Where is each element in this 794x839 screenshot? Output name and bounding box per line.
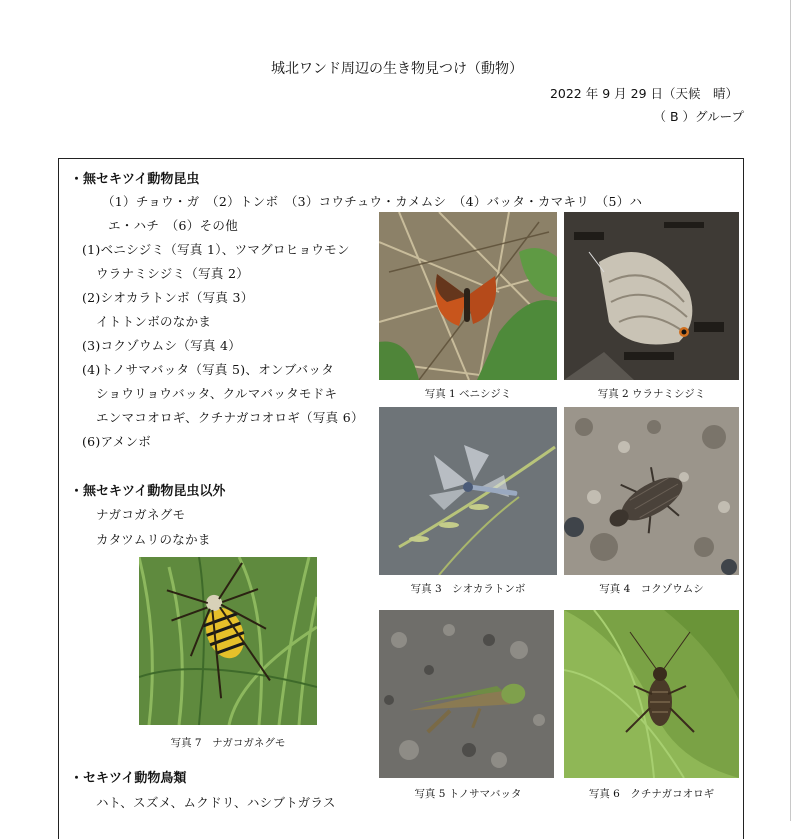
weevil-photo (564, 407, 739, 575)
photo-caption-7: 写真 7 ナガコガネグモ (170, 737, 286, 749)
photo-caption-4: 写真 4 コクゾウムシ (599, 583, 704, 595)
insect-list-item: エンマコオロギ、クチナガコオロギ（写真 6） (96, 410, 364, 425)
section-heading-birds: ・セキツイ動物鳥類 (70, 771, 187, 786)
non-insect-list-item: ナガコガネグモ (96, 507, 186, 522)
insect-list-item: (2)シオカラトンボ（写真 3） (82, 290, 254, 305)
photo-caption-6: 写真 6 クチナガコオロギ (588, 788, 715, 800)
photo-caption-5: 写真 5 トノサマバッタ (414, 788, 522, 800)
photo-caption-1: 写真 1 ベニシジミ (424, 388, 512, 400)
photo-caption-3: 写真 3 シオカラトンボ (410, 583, 526, 595)
butterfly-orange-photo (379, 212, 557, 380)
insect-list-item: (1)ベニシジミ（写真 1）、ツマグロヒョウモン (82, 242, 350, 257)
photo-caption-2: 写真 2 ウラナミシジミ (597, 388, 706, 400)
insect-categories-line-2: エ・ハチ （6）その他 (108, 218, 239, 233)
insect-list-item: (6)アメンボ (82, 434, 152, 449)
section-heading-non-insects: ・無セキツイ動物昆虫以外 (70, 484, 226, 499)
insect-list-item: ウラナミシジミ（写真 2） (96, 266, 250, 281)
group-label: （ B ）グループ (653, 109, 744, 124)
insect-list-item: (4)トノサマバッタ（写真 5)、オンブバッタ (82, 362, 335, 377)
butterfly-grey-photo (564, 212, 739, 380)
grasshopper-photo (379, 610, 554, 778)
insect-categories-line-1: （1）チョウ・ガ （2）トンボ （3）コウチュウ・カメムシ （4）バッタ・カマキリ （5）ハ (102, 194, 643, 209)
insect-list-item: イトトンボのなかま (96, 314, 212, 329)
survey-date: 2022 年 9 月 29 日（天候 晴） (549, 86, 738, 101)
non-insect-list-item: カタツムリのなかま (96, 532, 211, 547)
page-edge (790, 0, 791, 821)
bird-list-item: ハト、スズメ、ムクドリ、ハシブトガラス (96, 795, 336, 810)
section-heading-insects: ・無セキツイ動物昆虫 (70, 172, 200, 187)
dragonfly-photo (379, 407, 557, 575)
insect-list-item: (3)コクゾウムシ（写真 4） (82, 338, 242, 353)
page-title: 城北ワンド周辺の生き物見つけ（動物） (271, 61, 523, 77)
spider-photo (139, 557, 317, 725)
cricket-photo (564, 610, 739, 778)
insect-list-item: ショウリョウバッタ、クルマバッタモドキ (96, 386, 338, 401)
